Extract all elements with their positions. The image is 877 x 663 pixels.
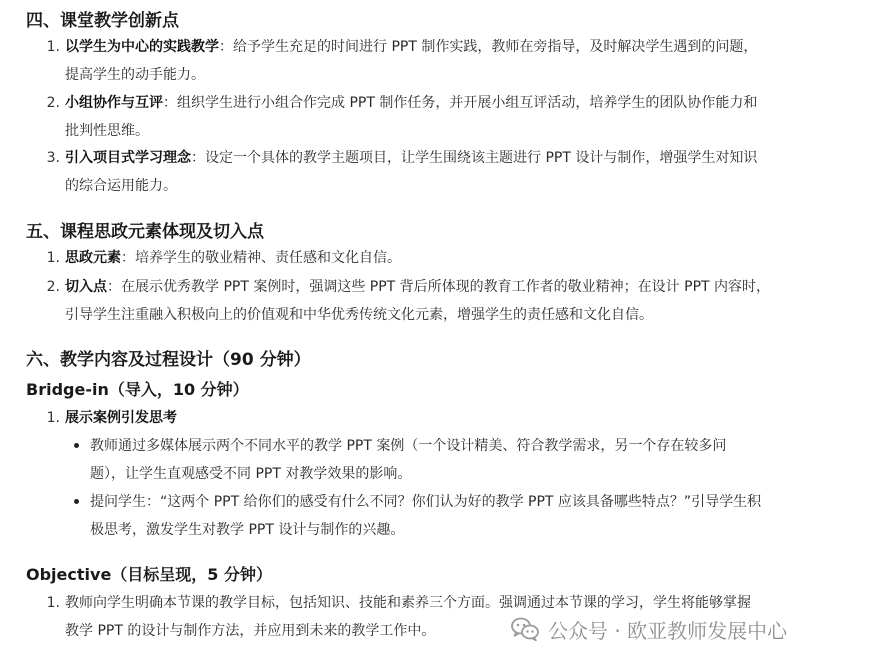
- list-item-term: 思政元素: [65, 250, 121, 266]
- objective-heading: Objective（目标呈现，5 分钟）: [26, 565, 272, 584]
- list-item-term: 小组协作与互评: [65, 95, 163, 111]
- bullet-line: 极思考，激发学生对教学 PPT 设计与制作的兴趣。: [90, 522, 405, 538]
- list-item-term: 切入点: [65, 279, 107, 295]
- list-item-line: 教学 PPT 的设计与制作方法，并应用到未来的教学工作中。: [65, 623, 436, 639]
- list-item-text: ：在展示优秀教学 PPT 案例时，强调这些 PPT 背后所体现的教育工作者的敬业精神；在设计 PPT 内容时，: [107, 279, 771, 295]
- watermark-text: 公众号 · 欧亚教师发展中心: [548, 618, 788, 643]
- list-number: 3.: [46, 150, 60, 166]
- list-item-line: [65, 248, 401, 268]
- bullet-line: 提问学生：“这两个 PPT 给你们的感受有什么不同？你们认为好的教学 PPT 应该具备哪些特点？”引导学生积: [90, 494, 762, 510]
- list-item-text: ：设定一个具体的教学主题项目，让学生围绕该主题进行 PPT 设计与制作，增强学生对知识: [191, 150, 758, 166]
- list-number: 2.: [46, 279, 60, 295]
- list-item-line: 提高学生的动手能力。: [65, 67, 205, 83]
- bullet-line: 教师通过多媒体展示两个不同水平的教学 PPT 案例（一个设计精美、符合教学需求，另一个存在较多问: [90, 438, 727, 454]
- list-item-term: 以学生为中心的实践教学: [65, 39, 219, 55]
- watermark: [510, 616, 787, 642]
- list-number: 1.: [46, 39, 60, 55]
- list-item-text: ：组织学生进行小组合作完成 PPT 制作任务，并开展小组互评活动，培养学生的团队协作能力和: [163, 95, 758, 111]
- bridge-in-heading: Bridge-in（导入，10 分钟）: [26, 380, 249, 399]
- list-item-term: 引入项目式学习理念: [65, 150, 191, 166]
- bullet-dot: [74, 499, 79, 504]
- list-item-text: ：给予学生充足的时间进行 PPT 制作实践，教师在旁指导，及时解决学生遇到的问题，: [219, 39, 758, 55]
- list-item-line: [65, 148, 757, 168]
- list-item-term: 展示案例引发思考: [65, 410, 177, 426]
- list-number: 2.: [46, 95, 60, 111]
- list-item-line: 的综合运用能力。: [65, 178, 177, 194]
- list-item-line: [65, 37, 757, 57]
- list-number: 1.: [46, 410, 60, 426]
- bullet-dot: [74, 443, 79, 448]
- list-number: 1.: [46, 250, 60, 266]
- wechat-icon: [510, 616, 540, 642]
- list-item-text: ：培养学生的敬业精神、责任感和文化自信。: [121, 250, 401, 266]
- list-item-line: 引导学生注重融入积极向上的价值观和中华优秀传统文化元素，增强学生的责任感和文化自信。: [65, 307, 653, 323]
- list-number: 1.: [46, 595, 60, 611]
- list-item-line: 教师向学生明确本节课的教学目标，包括知识、技能和素养三个方面。强调通过本节课的学习，学生将能够掌握: [65, 595, 751, 611]
- section-6-heading: 六、教学内容及过程设计（90 分钟）: [26, 350, 311, 370]
- bullet-line: 题），让学生直观感受不同 PPT 对教学效果的影响。: [90, 466, 412, 482]
- list-item-line: 批判性思维。: [65, 123, 149, 139]
- section-4-heading: 四、课堂教学创新点: [26, 11, 179, 31]
- list-item-line: [65, 277, 770, 297]
- list-item-line: [65, 93, 757, 113]
- section-5-heading: 五、课程思政元素体现及切入点: [26, 222, 264, 242]
